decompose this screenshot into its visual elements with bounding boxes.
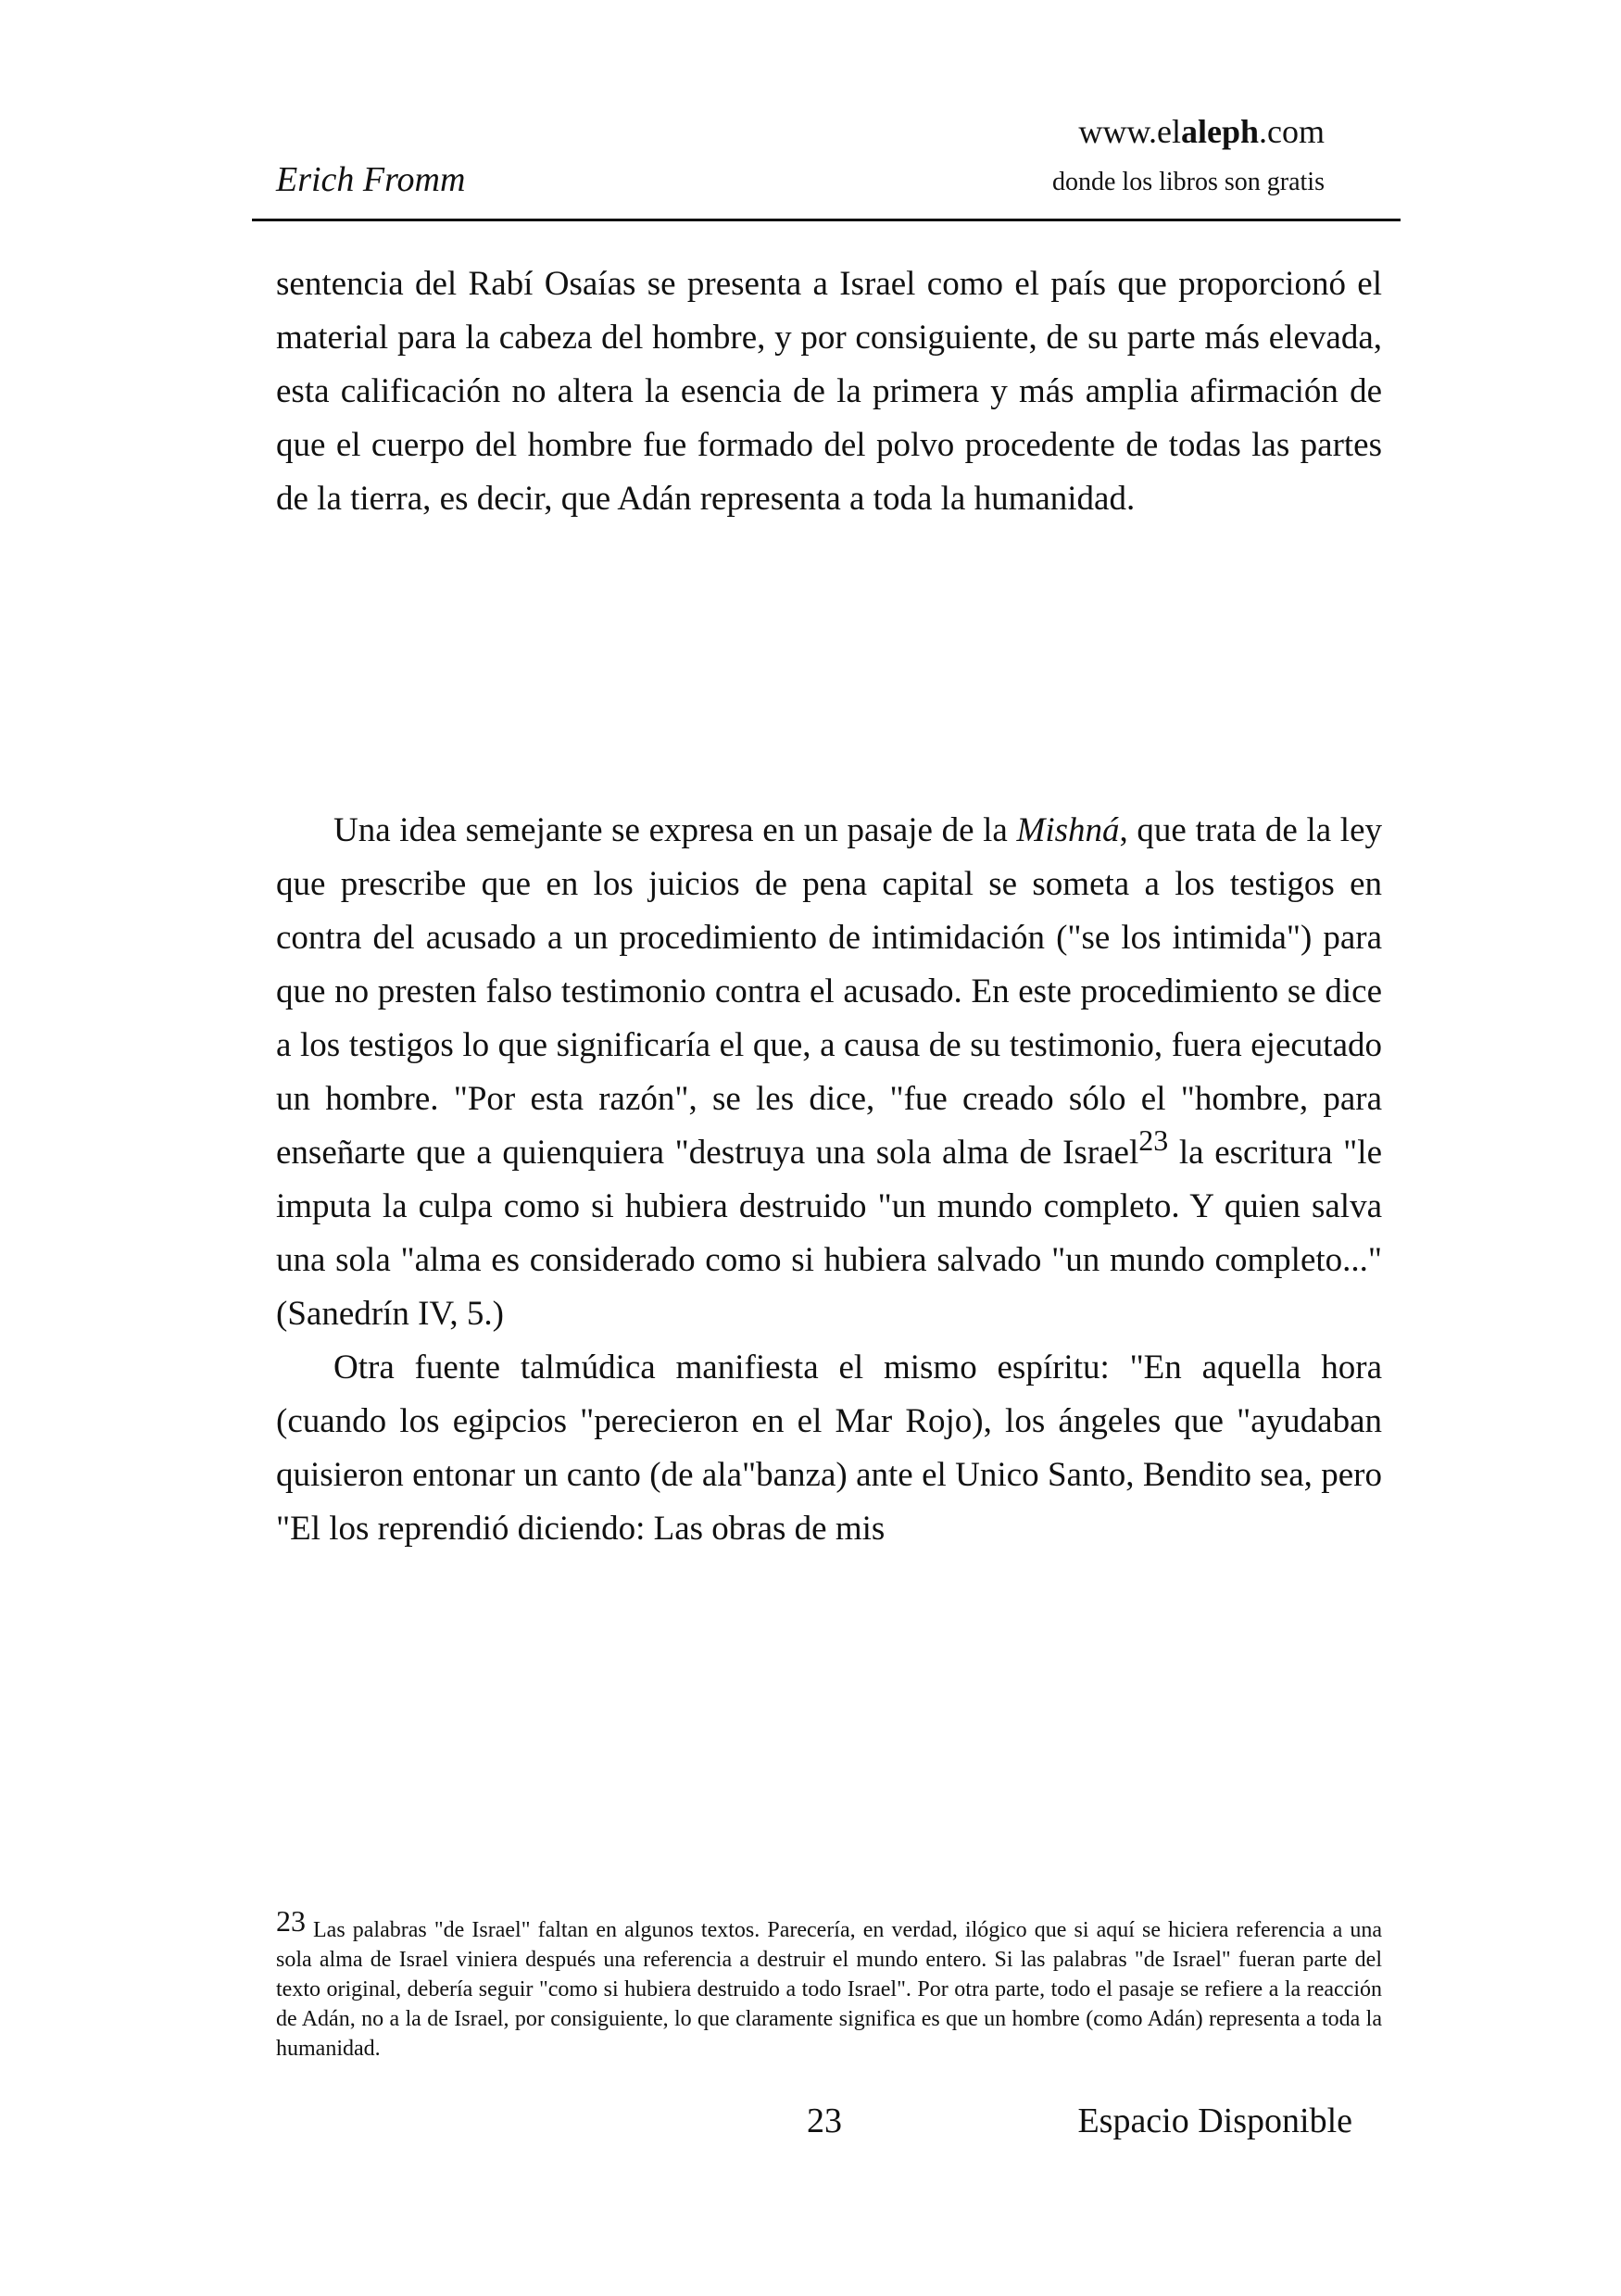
footnote-reference[interactable]: 23 xyxy=(1138,1123,1169,1157)
footnote xyxy=(276,1906,1382,2064)
footer-note: Espacio Disponible xyxy=(1077,2102,1352,2140)
site-url-suffix: .com xyxy=(1259,113,1325,150)
paragraph-mishna xyxy=(276,804,1382,1341)
paragraph-mishna-lead: Una idea semejante se expresa en un pasaje de la xyxy=(333,811,1017,849)
site-url xyxy=(936,111,1325,152)
paragraph-continuation: sentencia del Rabí Osaías se presenta a Israel como el país que proporcionó el material para la cabeza del hombre, y por consiguiente, de su parte más elevada, esta calificación no altera la esencia de la primera y más amplia afirmación de que el cuerpo del hombre fue formado del polvo procedente de todas las partes de la tierra, es decir, que Adán representa a toda la humanidad. xyxy=(276,265,1382,518)
paragraph-mishna-body: , que trata de la ley que prescribe que en los juicios de pena capital se someta a los testigos en contra del acusado a un procedimiento de intimidación ("se los intimida") para que no presten falso testimonio contra el acusado. En este procedimiento se dice a los testigos lo que significaría el que, a causa de su testimonio, fuera ejecutado un hombre. "Por esta razón", se les dice, "fue creado sólo el "hombre, para enseñarte que a quienquiera "destruya una sola alma de Israel xyxy=(276,811,1382,1172)
body-section-top xyxy=(276,257,1382,526)
site-url-brand: aleph xyxy=(1180,113,1260,150)
page-number: 23 xyxy=(807,2102,842,2140)
site-tagline: donde los libros son gratis xyxy=(1052,168,1325,196)
footnote-number: 23 xyxy=(276,1904,306,1938)
site-url-prefix: www.el xyxy=(1078,113,1181,150)
footnote-text: Las palabras "de Israel" faltan en algunos textos. Parecería, en verdad, ilógico que si aquí se hiciera referencia a una sola alma de Israel viniera después una referencia a destruir el mundo entero. Si las palabras "de Israel" fueran parte del texto original, debería seguir "como si hubiera destruido a todo Israel". Por otra parte, todo el pasaje se refiere a la reacción de Adán, no a la de Israel, por consiguiente, lo que claramente significa es que un hombre (como Adán) representa a toda la humanidad. xyxy=(276,1918,1382,2061)
running-head-author: Erich Fromm xyxy=(276,160,466,199)
header-divider xyxy=(252,219,1401,221)
paragraph-mishna-tail: la escritura "le imputa la culpa como si hubiera destruido "un mundo completo. Y quien salva una sola "alma es considerado como si hubiera salvado "un mundo completo..." (Sanedrín IV, 5.) xyxy=(276,1134,1382,1333)
body-section-bottom xyxy=(276,804,1382,1556)
mishna-title: Mishná xyxy=(1016,811,1120,849)
paragraph-talmud: Otra fuente talmúdica manifiesta el mismo espíritu: "En aquella hora (cuando los egipcios "perecieron en el Mar Rojo), los ángeles que "ayudaban quisieron entonar un canto (de ala"banza) ante el Unico Santo, Bendito sea, pero "El los reprendió diciendo: Las obras de mis xyxy=(276,1349,1382,1548)
